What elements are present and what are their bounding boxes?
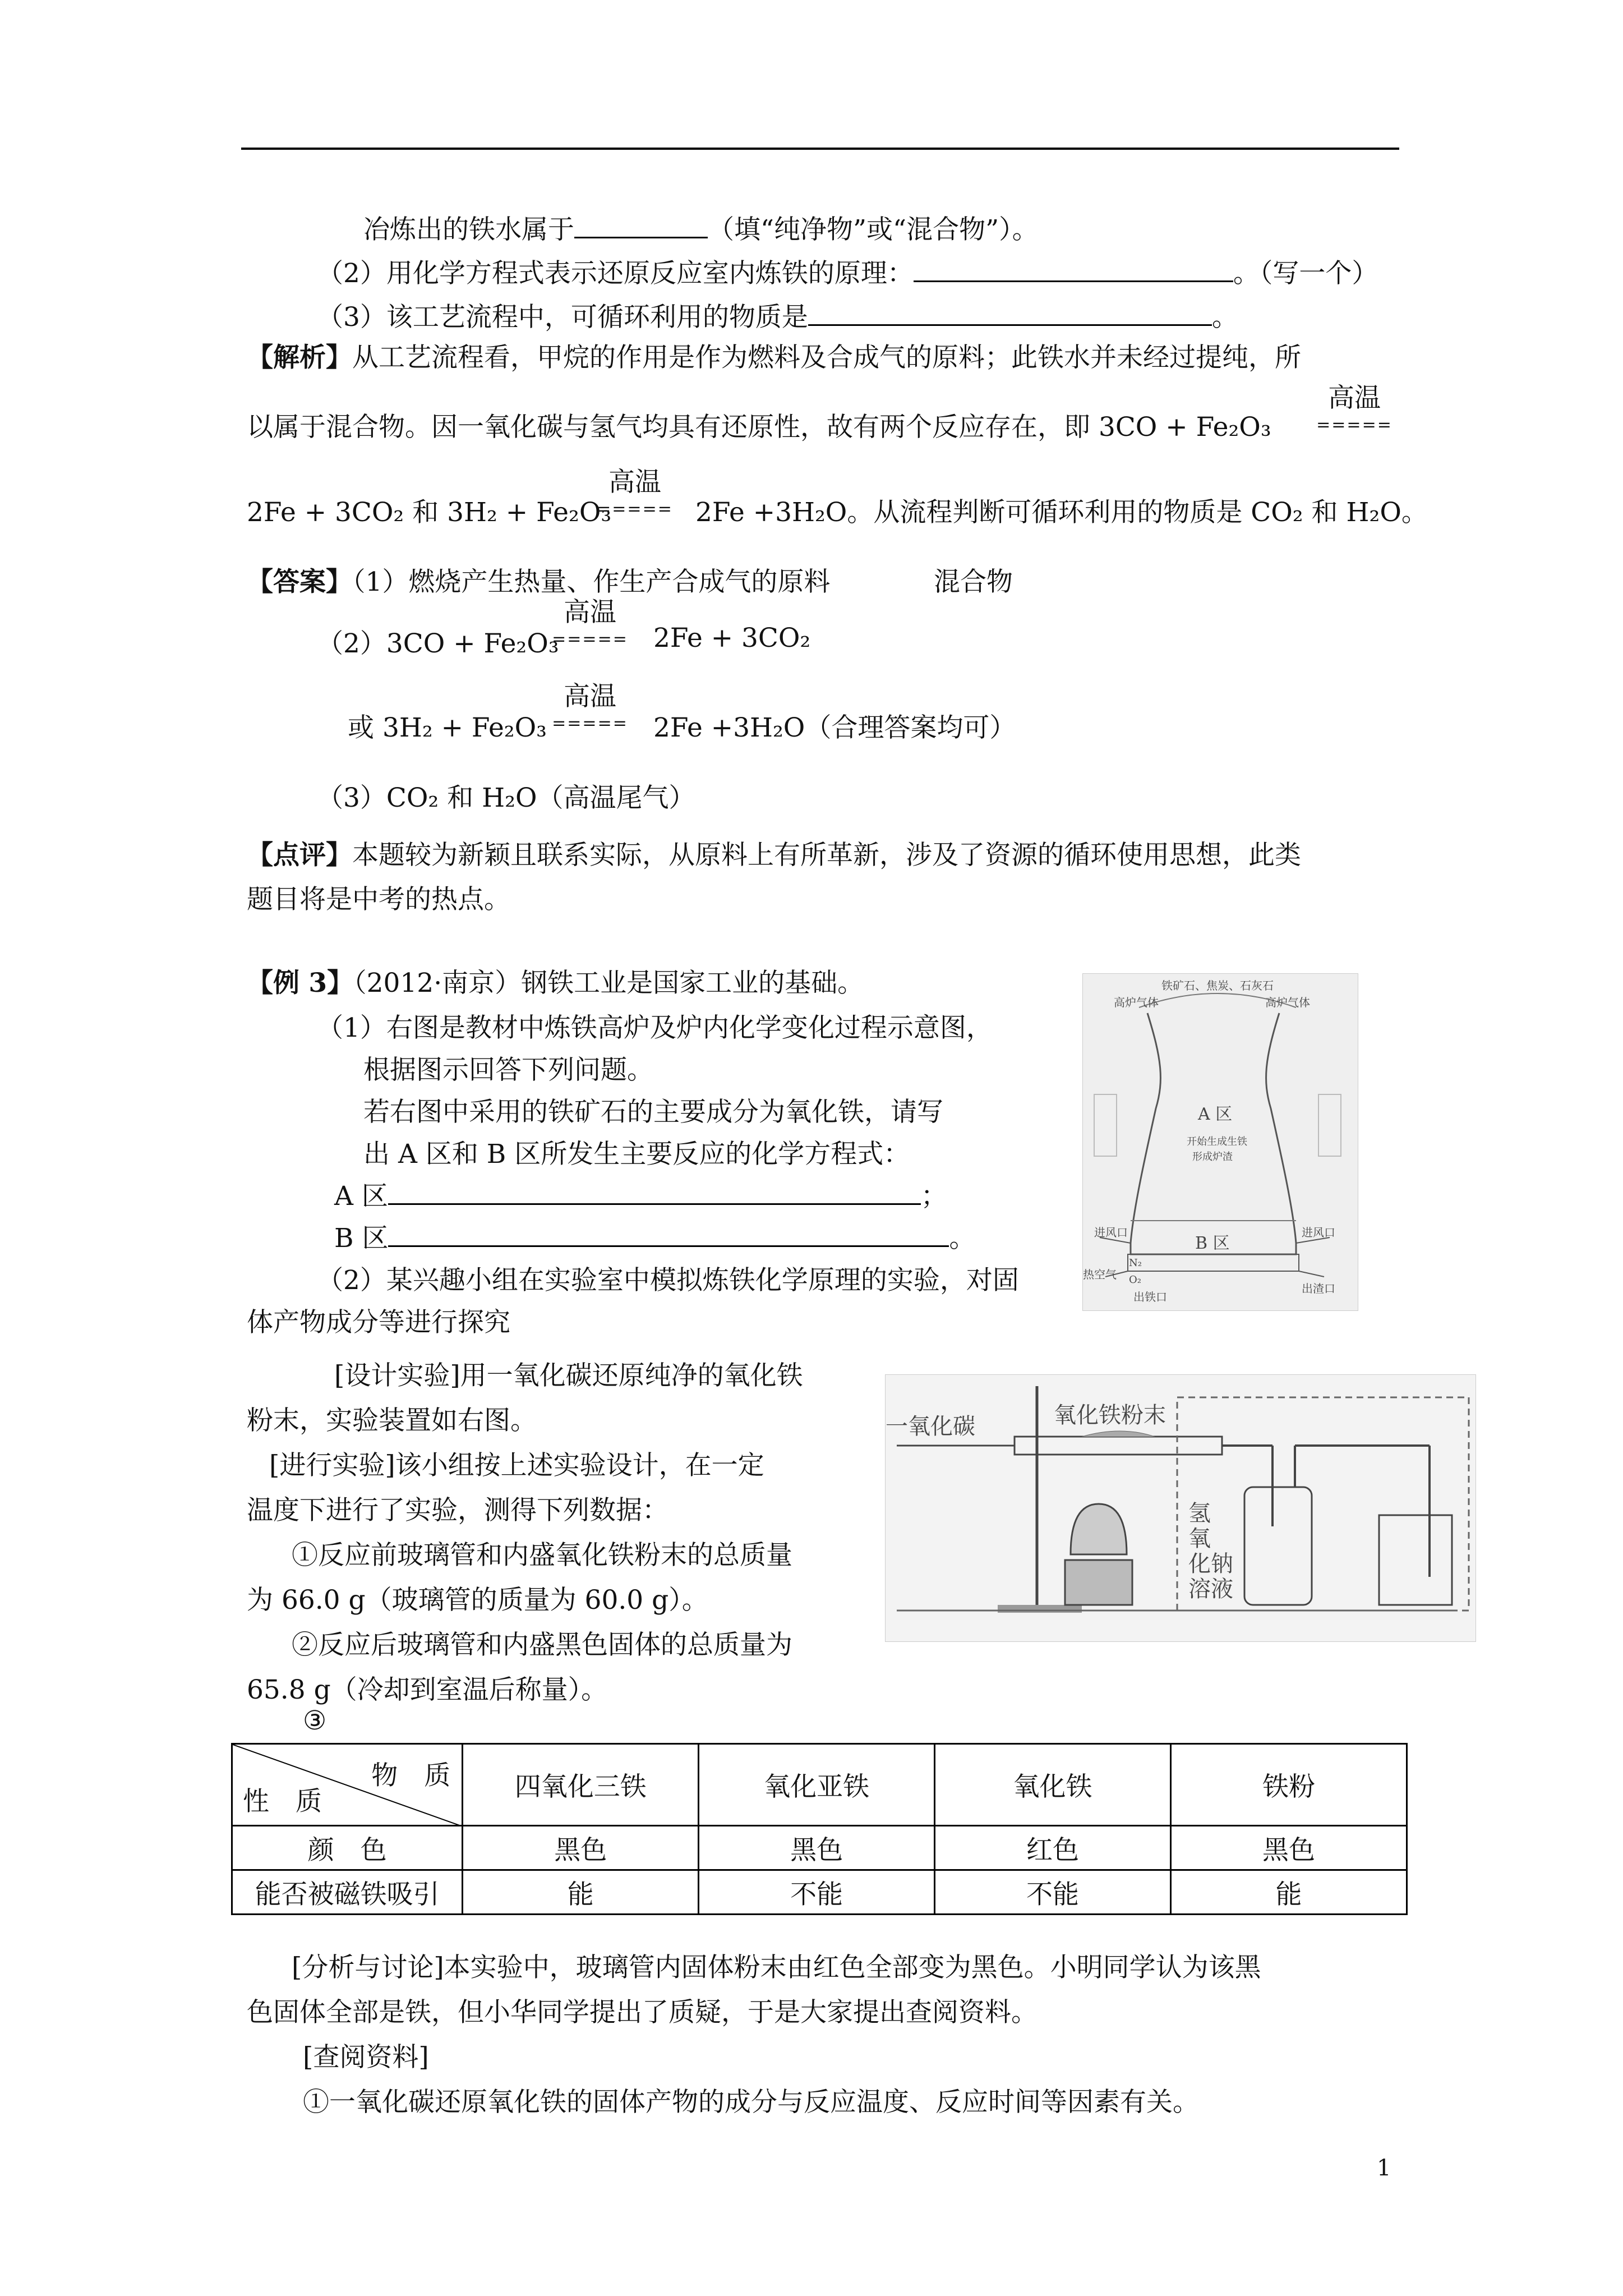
text: 或 3H₂ + Fe₂O₃ <box>348 712 547 743</box>
apparatus-naoh-4: 溶液 <box>1188 1576 1233 1602</box>
data-3: ③ <box>303 1705 327 1736</box>
answer-line-2 <box>317 623 559 660</box>
apparatus-naoh-1: 氢 <box>1188 1501 1211 1526</box>
furnace-top-label: 铁矿石、焦炭、石灰石 <box>1161 979 1274 992</box>
prev-question-line-3 <box>317 296 1238 334</box>
label: A 区 <box>334 1181 388 1212</box>
text: （3）CO₂ 和 H₂O（高温尾气） <box>317 783 695 813</box>
text: （2012·南京）钢铁工业是国家工业的基础。 <box>353 968 864 999</box>
example3-p1: （1）右图是教材中炼铁高炉及炉内化学变化过程示意图， <box>317 1013 993 1043</box>
reference-1: ①一氧化碳还原氧化铁的固体产物的成分与反应温度、反应时间等因素有关。 <box>303 2087 1199 2118</box>
text: 。（写一个） <box>1233 258 1378 289</box>
comment-line-1 <box>247 834 1301 872</box>
header-rule <box>241 148 1399 150</box>
furnace-zone-a-note2: 形成炉渣 <box>1192 1151 1233 1163</box>
furnace-air-in-right: 进风口 <box>1302 1226 1335 1239</box>
table-row <box>232 1826 1407 1870</box>
analysis-line-3b <box>695 491 1428 529</box>
answer-blank[interactable] <box>808 298 1212 326</box>
data-2b: 65.8 g（冷却到室温后称量）。 <box>247 1674 608 1705</box>
text: （3）该工艺流程中，可循环利用的物质是 <box>317 302 808 333</box>
apparatus-naoh-2: 氧 <box>1188 1526 1211 1552</box>
furnace-iron-out: 出铁口 <box>1133 1290 1167 1304</box>
exp-2: 温度下进行了实验，测得下列数据： <box>247 1495 668 1526</box>
furnace-air-in-left: 进风口 <box>1094 1226 1128 1239</box>
zone-a-answer <box>334 1175 947 1213</box>
answer-blank[interactable] <box>388 1219 949 1247</box>
text: （1）燃烧产生热量、作生产合成气的原料 <box>352 567 831 597</box>
answer-line-2b-right <box>653 707 1016 744</box>
analysis-line-2 <box>247 406 1271 444</box>
table-cell: 不能 <box>935 1870 1171 1915</box>
furnace-zone-b: B 区 <box>1195 1234 1230 1253</box>
prev-question-line-1 <box>363 209 1039 246</box>
example3-p2: 根据图示回答下列问题。 <box>363 1055 653 1085</box>
property-table <box>231 1743 1408 1915</box>
example3-p6: 体产物成分等进行探究 <box>247 1307 510 1338</box>
reaction-condition: 高温 ===== <box>1316 383 1393 435</box>
example3-p4: 出 A 区和 B 区所发生主要反应的化学方程式： <box>363 1139 910 1170</box>
analysis-line-1 <box>247 337 1301 374</box>
furnace-gas-right: 高炉气体 <box>1265 996 1310 1009</box>
discussion-line-1: [分析与讨论]本实验中，玻璃管内固体粉末由红色全部变为黑色。小明同学认为该黑 <box>292 1952 1261 1983</box>
design-2: 粉末，实验装置如右图。 <box>247 1405 537 1436</box>
text: 2Fe + 3CO₂ 和 3H₂ + Fe₂O₃ <box>247 497 612 528</box>
text: 本题较为新颖且联系实际，从原料上有所革新，涉及了资源的循环使用思想，此类 <box>352 840 1301 871</box>
text: 混合物 <box>934 567 1013 597</box>
zone-b-answer <box>334 1217 975 1255</box>
furnace-n2: N₂ <box>1129 1257 1142 1269</box>
apparatus-co-label: 一氧化碳 <box>886 1414 975 1439</box>
table-cell: 黑色 <box>1171 1826 1407 1870</box>
data-1a: ①反应前玻璃管和内盛氧化铁粉末的总质量 <box>292 1540 792 1571</box>
text: ； <box>920 1181 947 1212</box>
example-tag: 【例 3】 <box>247 968 354 999</box>
reaction-condition: 高温 ===== <box>597 467 673 519</box>
comment-line-2 <box>247 878 510 916</box>
answer-blank[interactable] <box>914 254 1233 282</box>
text: 冶炼出的铁水属于 <box>363 214 574 245</box>
text: （2）用化学方程式表示还原反应室内炼铁的原理： <box>317 258 914 289</box>
table-corner-cell <box>232 1744 463 1826</box>
reaction-condition: 高温 ===== <box>552 597 628 649</box>
data-2a: ②反应后玻璃管和内盛黑色固体的总质量为 <box>292 1630 792 1660</box>
table-cell: 红色 <box>935 1826 1171 1870</box>
discussion-line-2: 色固体全部是铁，但小华同学提出了质疑，于是大家提出查阅资料。 <box>247 1997 1038 2028</box>
answer-tag: 【答案】 <box>247 567 352 597</box>
prev-question-line-2 <box>317 252 1378 290</box>
analysis-line-3a <box>247 491 611 529</box>
table-cell: 能 <box>1171 1870 1407 1915</box>
furnace-slag-out: 出渣口 <box>1302 1282 1335 1295</box>
text: （填“纯净物”或“混合物”）。 <box>708 214 1039 245</box>
analysis-tag: 【解析】 <box>247 342 352 373</box>
corner-top: 物 质 <box>371 1760 451 1791</box>
furnace-gas-left: 高炉气体 <box>1114 996 1159 1009</box>
table-cell: 黑色 <box>699 1826 935 1870</box>
furnace-zone-a: A 区 <box>1198 1105 1233 1124</box>
apparatus-figure <box>885 1374 1476 1642</box>
table-cell: 黑色 <box>463 1826 699 1870</box>
text: 2Fe + 3CO₂ <box>653 623 811 654</box>
text: 从工艺流程看，甲烷的作用是作为燃料及合成气的原料；此铁水并未经过提纯，所 <box>352 342 1301 373</box>
corner-bottom: 性 质 <box>243 1786 322 1817</box>
apparatus-naoh-3: 化钠 <box>1188 1551 1233 1577</box>
table-header: 四氧化三铁 <box>463 1744 699 1826</box>
reference-head: [查阅资料] <box>303 2042 429 2073</box>
answer-line-1 <box>247 561 830 599</box>
table-row <box>232 1870 1407 1915</box>
answer-line-3 <box>317 777 695 815</box>
answer-line-2b <box>348 707 547 744</box>
table-header: 氧化亚铁 <box>699 1744 935 1826</box>
reaction-condition: 高温 ===== <box>552 681 628 733</box>
furnace-o2: O₂ <box>1129 1274 1141 1286</box>
text: 2Fe +3H₂O。从流程判断可循环利用的物质是 CO₂ 和 H₂O。 <box>695 497 1428 528</box>
furnace-zone-a-note1: 开始生成生铁 <box>1187 1136 1247 1148</box>
table-header-row <box>232 1744 1407 1826</box>
page-number: 1 <box>1377 2155 1391 2181</box>
text: （2）3CO + Fe₂O₃ <box>317 628 559 659</box>
furnace-hot-air: 热空气 <box>1083 1268 1117 1281</box>
table-cell: 不能 <box>699 1870 935 1915</box>
example3-head <box>247 962 864 1000</box>
exp-1: [进行实验]该小组按上述实验设计，在一定 <box>269 1450 764 1481</box>
example3-p5: （2）某兴趣小组在实验室中模拟炼铁化学原理的实验，对固 <box>317 1265 1019 1296</box>
comment-tag: 【点评】 <box>247 840 352 871</box>
design-1: [设计实验]用一氧化碳还原纯净的氧化铁 <box>334 1360 803 1391</box>
apparatus-powder-label: 氧化铁粉末 <box>1054 1402 1166 1428</box>
table-header: 氧化铁 <box>935 1744 1171 1826</box>
row-label: 能否被磁铁吸引 <box>232 1870 463 1915</box>
text: 以属于混合物。因一氧化碳与氢气均具有还原性，故有两个反应存在，即 3CO + Fe₂O₃ <box>247 412 1271 443</box>
answer-blank[interactable] <box>388 1177 921 1205</box>
row-label: 颜 色 <box>232 1826 463 1870</box>
example3-p3: 若右图中采用的铁矿石的主要成分为氧化铁，请写 <box>363 1097 943 1128</box>
label: B 区 <box>334 1223 389 1254</box>
answer-line-2-right <box>653 623 810 654</box>
blast-furnace-figure <box>1082 973 1358 1311</box>
text: 题目将是中考的热点。 <box>247 884 510 915</box>
answer-blank[interactable] <box>574 210 708 238</box>
text: 2Fe +3H₂O（合理答案均可） <box>653 712 1016 743</box>
data-1b: 为 66.0 g（玻璃管的质量为 60.0 g）。 <box>247 1585 708 1616</box>
answer-line-1b <box>934 561 1013 599</box>
table-header: 铁粉 <box>1171 1744 1407 1826</box>
text: 。 <box>949 1223 976 1254</box>
text: 。 <box>1211 302 1238 333</box>
table-cell: 能 <box>463 1870 699 1915</box>
